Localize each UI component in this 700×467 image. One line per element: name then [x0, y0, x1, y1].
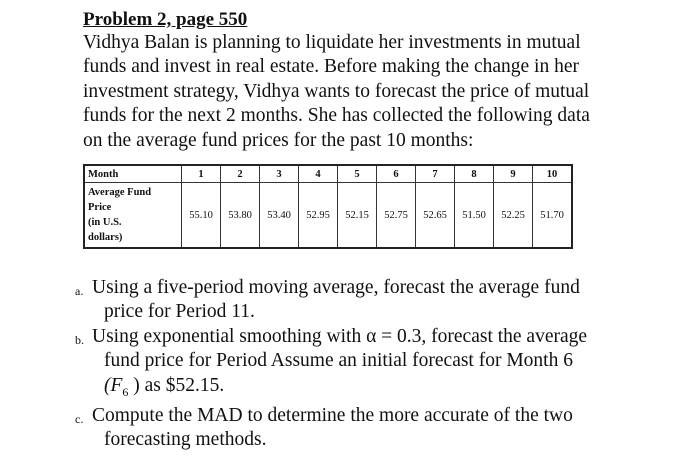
intro-line: Vidhya Balan is planning to liquidate her investments in mutual — [83, 32, 581, 53]
question-marker: a. — [75, 284, 84, 298]
price-cell: 53.80 — [221, 183, 260, 249]
table-header-row — [84, 165, 572, 183]
month-cell: 9 — [494, 165, 533, 183]
intro-line: funds for the next 2 months. She has collected the following data — [83, 105, 590, 127]
question-marker: b. — [75, 332, 84, 347]
forecast-symbol: (F — [104, 374, 123, 396]
question-line-end: ) as $52.15. — [133, 374, 225, 396]
price-cell: 51.50 — [455, 183, 494, 249]
row-label-line: (in U.S. — [88, 217, 122, 228]
question-line — [92, 374, 635, 404]
question-line: Using exponential smoothing with α = 0.3, forecast the average — [92, 325, 588, 347]
month-cell: 3 — [260, 165, 299, 183]
question-b — [75, 325, 635, 404]
question-line: Using a five-period moving average, forecast the average fund — [92, 277, 580, 298]
price-cell: 55.10 — [182, 183, 221, 249]
price-cell: 52.65 — [416, 183, 455, 249]
price-cell: 53.40 — [260, 183, 299, 249]
forecast-subscript: 6 — [122, 384, 129, 399]
problem-section — [83, 8, 623, 153]
problem-title: Problem 2, page 550 — [83, 9, 248, 30]
month-cell: 2 — [221, 165, 260, 183]
question-line: price for Period 11. — [104, 301, 255, 323]
month-cell: 10 — [533, 165, 573, 183]
question-marker: c. — [75, 411, 84, 426]
questions-list — [75, 276, 635, 453]
table-price-row — [84, 183, 572, 249]
intro-line: on the average fund prices for the past 10 months: — [83, 129, 474, 151]
question-a — [75, 276, 635, 325]
month-cell: 1 — [182, 165, 221, 183]
price-cell: 52.25 — [494, 183, 533, 249]
question-line: Compute the MAD to determine the more accurate of the two — [92, 404, 573, 426]
month-cell: 6 — [377, 165, 416, 183]
price-cell: 52.75 — [377, 183, 416, 249]
question-line: forecasting methods. — [104, 429, 267, 451]
problem-intro — [83, 31, 623, 153]
month-cell: 7 — [416, 165, 455, 183]
fund-price-table — [83, 164, 573, 249]
month-cell: 5 — [338, 165, 377, 183]
price-cell: 51.70 — [533, 183, 573, 249]
month-cell: 4 — [299, 165, 338, 183]
question-line: fund price for Period Assume an initial forecast for Month 6 — [104, 350, 573, 372]
month-header: Month — [84, 165, 182, 183]
price-cell: 52.15 — [338, 183, 377, 249]
price-row-label — [84, 183, 182, 249]
question-c — [75, 404, 635, 453]
month-cell: 8 — [455, 165, 494, 183]
row-label-line: Price — [88, 202, 112, 213]
price-cell: 52.95 — [299, 183, 338, 249]
intro-line: funds and invest in real estate. Before making the change in her — [83, 56, 579, 78]
intro-line: investment strategy, Vidhya wants to forecast the price of mutual — [83, 80, 590, 102]
row-label-line: Average Fund — [88, 187, 152, 198]
row-label-line: dollars) — [88, 232, 123, 243]
